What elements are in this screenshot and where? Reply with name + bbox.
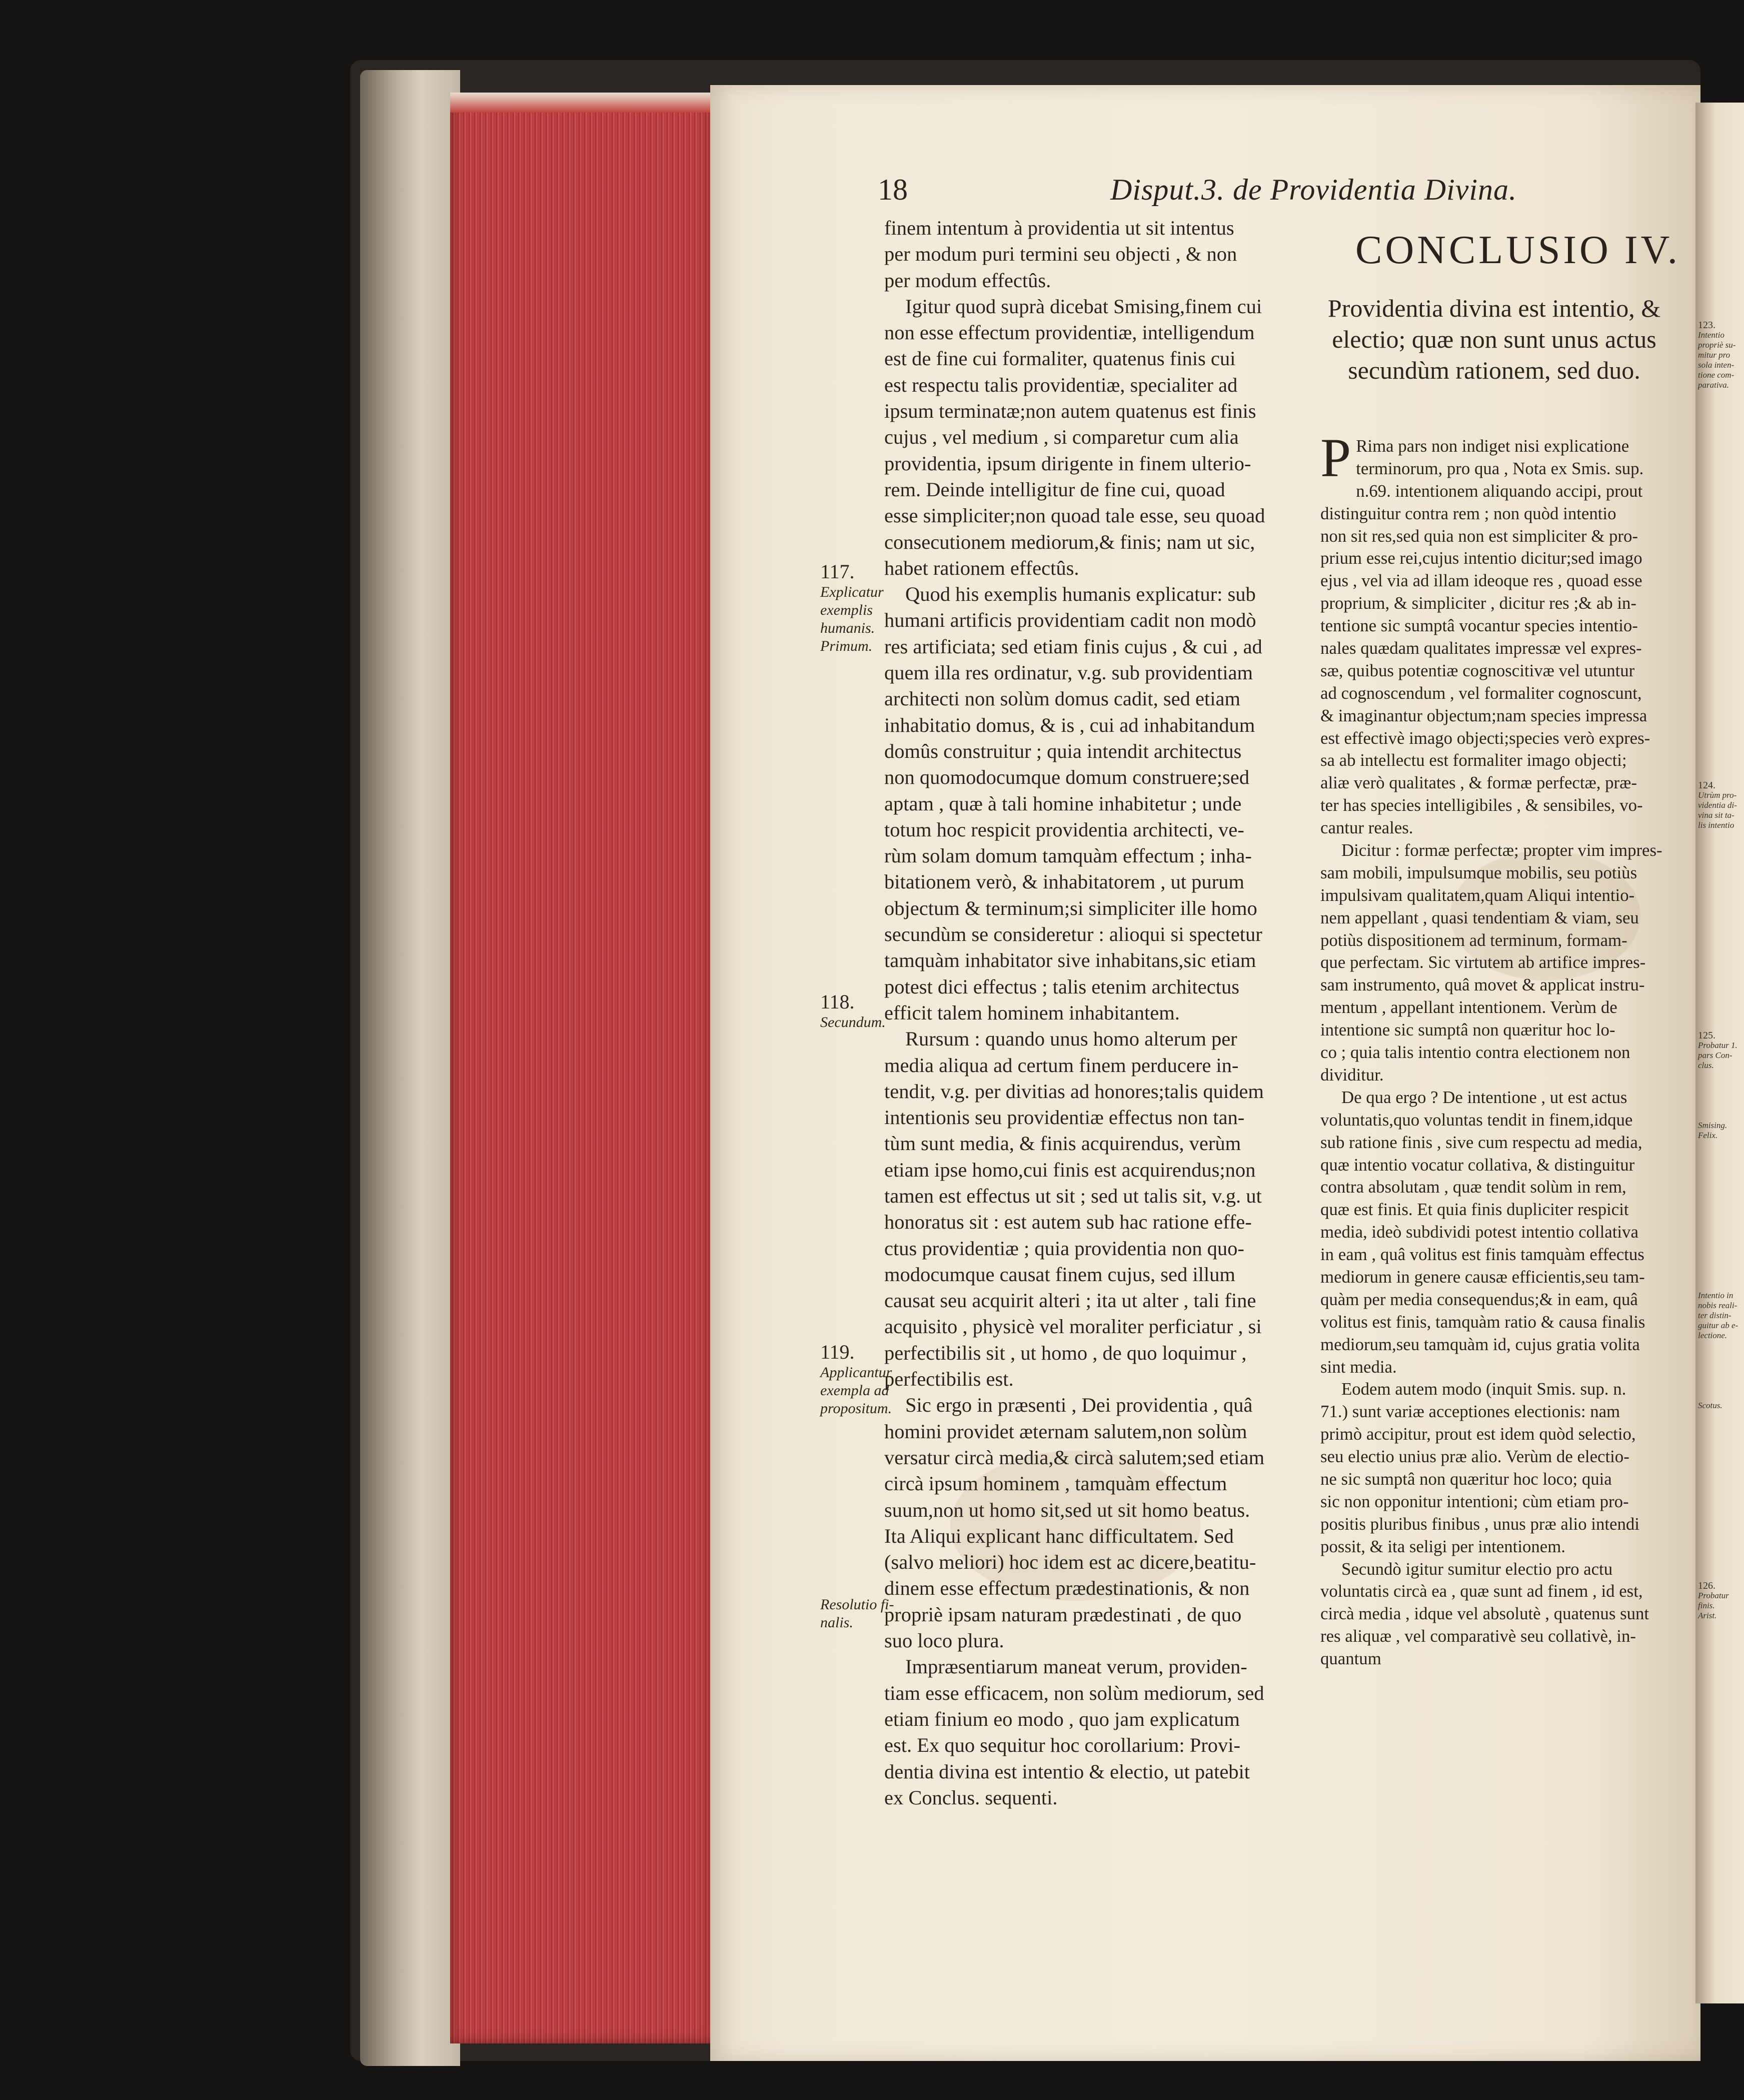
margin-note-line: pars Con- xyxy=(1698,1051,1732,1060)
margin-note-number: 118. xyxy=(820,990,855,1013)
text-line: non esse effectum providentiæ, intelligendum xyxy=(884,321,1255,344)
text-line: versatur circà media,& circà salutem;sed etiam xyxy=(884,1446,1265,1469)
running-header: Disput.3. de Providentia Divina. xyxy=(1110,173,1517,206)
margin-note-number: 117. xyxy=(820,560,855,583)
text-line: honoratus sit : est autem sub hac ratione effe- xyxy=(884,1211,1252,1234)
text-line: est. Ex quo sequitur hoc corollarium: Provi- xyxy=(884,1734,1240,1757)
text-line: quæ est finis. Et quia finis dupliciter respicit xyxy=(1320,1200,1629,1220)
margin-note-line: Probatur 1. xyxy=(1698,1040,1737,1050)
text-line: impulsivam qualitatem,quam Aliqui intentio- xyxy=(1320,885,1635,905)
text-line: Secundò igitur sumitur electio pro actu xyxy=(1341,1559,1613,1579)
text-line: esse simpliciter;non quoad tale esse, seu quoad xyxy=(884,504,1265,527)
margin-note-line: exemplis xyxy=(820,602,873,618)
margin-note-line: Resolutio fi- xyxy=(820,1596,894,1613)
margin-note-line: exempla ad xyxy=(820,1382,889,1399)
text-line: propriè ipsam naturam prædestinati , de quo xyxy=(884,1603,1242,1626)
margin-note-number: 126. xyxy=(1698,1580,1715,1591)
margin-note-line: Arist. xyxy=(1698,1611,1717,1620)
text-line: quem illa res ordinatur, v.g. sub providentiam xyxy=(884,661,1253,684)
text-line: aliæ verò qualitates , & formæ perfectæ, præ- xyxy=(1320,773,1637,793)
text-line: cujus , vel medium , si comparetur cum alia xyxy=(884,426,1239,449)
text-line: distinguitur contra rem ; non quòd intentio xyxy=(1320,503,1616,523)
text-line: primò accipitur, prout est idem quòd selectio, xyxy=(1320,1424,1636,1444)
text-line: intentionis seu providentiæ effectus non tan- xyxy=(884,1106,1245,1129)
text-line: non quomodocumque domum construere;sed xyxy=(884,766,1249,789)
text-line: ad cognoscendum , vel formaliter cognoscunt, xyxy=(1320,683,1642,703)
text-line: potiùs dispositionem ad terminum, formam- xyxy=(1320,930,1627,950)
text-line: secundùm se consideretur : alioqui si spectetur xyxy=(884,923,1262,946)
conclusion-proposition xyxy=(1318,293,1670,386)
margin-note-line: guitur ab e- xyxy=(1698,1321,1738,1330)
facing-margin-note xyxy=(1698,780,1737,830)
text-line: terminorum, pro qua , Nota ex Smis. sup. xyxy=(1356,458,1644,478)
text-line: ter has species intelligibiles , & sensibiles, vo- xyxy=(1320,795,1643,815)
text-line: nales quædam qualitates impressæ vel expres- xyxy=(1320,638,1642,658)
margin-note-number: 124. xyxy=(1698,780,1715,791)
margin-note xyxy=(820,1341,892,1418)
margin-note-line: ter distin- xyxy=(1698,1311,1731,1320)
text-line: ne sic sumptâ non quæritur hoc loco; quia xyxy=(1320,1469,1612,1489)
text-line: sic non opponitur intentioni; cùm etiam pro- xyxy=(1320,1491,1629,1511)
text-line: mediorum in genere causæ efficientis,seu tam- xyxy=(1320,1267,1645,1287)
margin-note-line: Utrùm pro- xyxy=(1698,790,1737,800)
text-line: non sit res,sed quia non est simpliciter & pro- xyxy=(1320,526,1638,546)
text-line: ctus providentiæ ; quia providentia non quo- xyxy=(884,1237,1244,1260)
text-line: sam instrumento, quâ movet & applicat instru- xyxy=(1320,975,1645,995)
text-line: est effectivè imago objecti;species verò expres- xyxy=(1320,728,1650,748)
text-line: sam mobili, impulsumque mobilis, seu potiùs xyxy=(1320,862,1637,882)
text-line: suo loco plura. xyxy=(884,1629,1004,1652)
text-line: etiam ipse homo,cui finis est acquirendus;non xyxy=(884,1158,1256,1181)
text-line: in eam , quâ volitus est finis tamquàm effectus xyxy=(1320,1245,1644,1265)
text-line: suum,non ut homo sit,sed ut sit homo beatus. xyxy=(884,1498,1250,1521)
text-line: circà ipsum hominem , tamquàm effectum xyxy=(884,1472,1227,1495)
text-line: humani artificis providentiam cadit non modò xyxy=(884,609,1256,632)
margin-note-line: nobis reali- xyxy=(1698,1301,1737,1310)
page-number: 18 xyxy=(878,173,908,206)
margin-note xyxy=(820,560,884,655)
text-line: prium esse rei,cujus intentio dicitur;sed imago xyxy=(1320,548,1642,568)
text-line: acquisito , physicè vel moraliter perficiatur , si xyxy=(884,1315,1262,1338)
text-line: inhabitatio domus, & is , cui ad inhabitandum xyxy=(884,713,1255,736)
margin-note-line: Explicatur xyxy=(820,584,884,600)
left-column-text xyxy=(884,215,1374,1811)
text-line: etiam finium eo modo , quo jam explicatum xyxy=(884,1707,1240,1730)
text-line: rùm solam domum tamquàm effectum ; inha- xyxy=(884,844,1252,867)
text-line: co ; quia talis intentio contra electionem non xyxy=(1320,1042,1630,1063)
facing-margin-note xyxy=(1698,1121,1727,1141)
margin-note-line: Felix. xyxy=(1698,1131,1718,1140)
text-line: causat seu acquirit alteri ; ita ut alter , tali fine xyxy=(884,1289,1256,1312)
text-line: aptam , quæ à tali homine inhabitetur ; unde xyxy=(884,792,1242,815)
text-line: perfectibilis sit , ut homo , de quo loquimur , xyxy=(884,1341,1247,1364)
text-line: finem intentum à providentia ut sit intentus xyxy=(884,217,1234,239)
margin-note-line: Intentio xyxy=(1698,330,1724,340)
text-line: per modum puri termini seu objecti , & non xyxy=(884,243,1237,266)
text-line: Impræsentiarum maneat verum, providen- xyxy=(905,1655,1247,1678)
text-line: positis pluribus finibus , unus præ alio intendi xyxy=(1320,1514,1639,1534)
text-line: nem appellant , quasi tendentiam & viam, seu xyxy=(1320,907,1639,927)
facing-margin-note xyxy=(1698,320,1735,390)
text-line: ejus , vel via ad illam ideoque res , quoad esse xyxy=(1320,571,1642,591)
text-line: cantur reales. xyxy=(1320,818,1413,838)
text-line: proprium, & simpliciter , dicitur res ;& ab in- xyxy=(1320,593,1637,613)
text-line: Providentia divina est intentio, & xyxy=(1327,294,1661,322)
text-line: 71.) sunt variæ acceptiones electionis: nam xyxy=(1320,1402,1620,1422)
text-line: n.69. intentionem aliquando accipi, prout xyxy=(1356,481,1643,501)
text-line: que perfectam. Sic virtutem ab artifice impres- xyxy=(1320,952,1646,972)
margin-note-number: 125. xyxy=(1698,1030,1715,1041)
text-line: sa ab intellectu est formaliter imago objecti; xyxy=(1320,750,1627,770)
text-line: est de fine cui formaliter, quatenus finis cui xyxy=(884,347,1236,370)
text-line: Rursum : quando unus homo alterum per xyxy=(905,1027,1237,1051)
text-line: media aliqua ad certum finem perducere in- xyxy=(884,1054,1239,1077)
text-line: perfectibilis est. xyxy=(884,1368,1014,1391)
text-line: media, ideò subdividi potest intentio collativa xyxy=(1320,1222,1638,1242)
margin-note-line: mitur pro xyxy=(1698,350,1730,360)
facing-margin-note xyxy=(1698,1401,1722,1411)
conclusion-title: CONCLUSIO IV. xyxy=(1355,228,1680,272)
text-line: Eodem autem modo (inquit Smis. sup. n. xyxy=(1341,1379,1626,1399)
text-line: bitationem verò, & inhabitatorem , ut purum xyxy=(884,870,1244,893)
text-line: intentione sic sumptâ non quæritur hoc lo- xyxy=(1320,1020,1615,1040)
margin-note-line: finis. xyxy=(1698,1601,1715,1610)
margin-note-line: Applicantur xyxy=(820,1364,892,1381)
page-edge-top xyxy=(450,93,720,113)
text-line: dentia divina est intentio & electio, ut patebit xyxy=(884,1760,1250,1783)
margin-note-line: sola inten- xyxy=(1698,360,1734,370)
text-line: objectum & terminum;si simpliciter ille homo xyxy=(884,896,1257,919)
text-line: tamquàm inhabitator sive inhabitans,sic etiam xyxy=(884,949,1256,972)
text-line: ipsum terminatæ;non autem quatenus est finis xyxy=(884,400,1256,423)
margin-note-line: Primum. xyxy=(820,638,873,654)
text-line: seu electio unius præ alio. Verùm de electio- xyxy=(1320,1447,1629,1467)
text-line: quantum xyxy=(1320,1649,1381,1669)
text-line: quàm per media consequendus;& in eam, quâ xyxy=(1320,1289,1638,1309)
text-line: res artificiata; sed etiam finis cujus , & cui , ad xyxy=(884,635,1262,658)
text-line: tùm sunt media, & finis acquirendus, verùm xyxy=(884,1132,1241,1155)
text-line: Rima pars non indiget nisi explicatione xyxy=(1356,436,1629,456)
margin-note-line: videntia di- xyxy=(1698,800,1737,810)
text-line: dividitur. xyxy=(1320,1065,1384,1085)
margin-note-line: humanis. xyxy=(820,620,875,636)
text-line: Dicitur : formæ perfectæ; propter vim impres- xyxy=(1341,840,1662,860)
margin-note-line: Secundum. xyxy=(820,1014,886,1030)
text-line: De qua ergo ? De intentione , ut est actus xyxy=(1341,1087,1627,1107)
margin-note xyxy=(820,990,886,1031)
text-line: tendit, v.g. per divitias ad honores;talis quidem xyxy=(884,1080,1264,1103)
book-binding xyxy=(360,70,460,2066)
text-line: sæ, quibus potentiæ cognoscitivæ vel utuntur xyxy=(1320,660,1635,680)
text-line: sint media. xyxy=(1320,1357,1397,1377)
margin-note-line: Intentio in xyxy=(1698,1291,1733,1300)
facing-margin-note xyxy=(1698,1581,1729,1621)
margin-note-line: lectione. xyxy=(1698,1331,1727,1340)
margin-note-line: parativa. xyxy=(1698,380,1729,390)
text-line: tentione sic sumptâ vocantur species intentio- xyxy=(1320,616,1638,636)
margin-note-line: nalis. xyxy=(820,1614,853,1631)
margin-note xyxy=(820,1596,894,1632)
drop-cap-letter: P xyxy=(1320,427,1351,488)
margin-note-line: lis intentio xyxy=(1698,820,1734,830)
text-line: modocumque causat finem cujus, sed illum xyxy=(884,1263,1235,1286)
text-line: totum hoc respicit providentia architecti, ve- xyxy=(884,818,1244,841)
text-line: rem. Deinde intelligitur de fine cui, quoad xyxy=(884,478,1225,501)
text-line: sub ratione finis , sive cum respectu ad media, xyxy=(1320,1132,1642,1152)
margin-note-line: Smising. xyxy=(1698,1121,1727,1130)
facing-margin-note xyxy=(1698,1291,1738,1341)
text-line: quæ intentio vocatur collativa, & distinguitur xyxy=(1320,1155,1635,1175)
text-line: res aliquæ , vel comparativè seu collativè, in- xyxy=(1320,1626,1636,1646)
text-line: Sic ergo in præsenti , Dei providentia , quâ xyxy=(905,1394,1253,1417)
text-line: voluntatis circà ea , quæ sunt ad finem , id est, xyxy=(1320,1581,1643,1601)
margin-note-line: Probatur xyxy=(1698,1591,1729,1600)
margin-note-line: propriè su- xyxy=(1698,340,1736,350)
text-line: Igitur quod suprà dicebat Smising,finem cui xyxy=(905,295,1262,318)
text-line: efficit talem hominem inhabitantem. xyxy=(884,1001,1180,1024)
margin-note-line: propositum. xyxy=(820,1400,892,1417)
text-line: architecti non solùm domus cadit, sed etiam xyxy=(884,687,1240,710)
margin-note-number: 123. xyxy=(1698,320,1715,331)
margin-note-line: Scotus. xyxy=(1698,1401,1722,1410)
text-line: est respectu talis providentiæ, specialiter ad xyxy=(884,373,1238,396)
text-line: domûs construitur ; quia intendit architectus xyxy=(884,739,1242,762)
text-line: Ita Aliqui explicant hanc difficultatem. Sed xyxy=(884,1524,1234,1547)
text-line: potest dici effectus ; talis etenim architectus xyxy=(884,975,1240,998)
text-line: homini providet æternam salutem,non solùm xyxy=(884,1420,1247,1443)
text-line: per modum effectûs. xyxy=(884,269,1051,292)
text-line: tiam esse efficacem, non solùm mediorum, sed xyxy=(884,1681,1264,1704)
margin-note-line: vina sit ta- xyxy=(1698,810,1734,820)
text-line: voluntatis,quo voluntas tendit in finem,idque xyxy=(1320,1110,1633,1130)
text-line: contra absolutam , quæ tendit solùm in rem, xyxy=(1320,1177,1626,1197)
text-line: consecutionem mediorum,& finis; nam ut sic, xyxy=(884,530,1255,553)
text-line: mediorum,seu tamquàm id, cujus gratia volita xyxy=(1320,1334,1640,1354)
text-line: habet rationem effectûs. xyxy=(884,556,1079,579)
text-line: possit, & ita seligi per intentionem. xyxy=(1320,1536,1565,1556)
text-line: circà media , idque vel absolutè , quatenus sunt xyxy=(1320,1604,1649,1624)
margin-note-number: 119. xyxy=(820,1341,855,1363)
text-line: providentia, ipsum dirigente in finem ulterio- xyxy=(884,452,1251,475)
text-line: & imaginantur objectum;nam species impressa xyxy=(1320,705,1647,725)
text-line: mentum , appellant intentionem. Verùm de xyxy=(1320,997,1617,1017)
margin-note-line: tione com- xyxy=(1698,370,1734,380)
facing-margin-note xyxy=(1698,1030,1737,1071)
text-line: electio; quæ non sunt unus actus xyxy=(1332,325,1656,353)
right-column-text xyxy=(1320,427,1673,1670)
text-line: dinem esse effectum prædestinationis, & non xyxy=(884,1577,1250,1600)
red-page-edges xyxy=(450,93,720,2043)
margin-note-line: clus. xyxy=(1698,1061,1714,1070)
text-line: secundùm rationem, sed duo. xyxy=(1348,356,1640,384)
text-line: (salvo meliori) hoc idem est ac dicere,beatitu- xyxy=(884,1551,1256,1574)
text-line: ex Conclus. sequenti. xyxy=(884,1786,1058,1809)
text-line: volitus est finis, tamquàm ratio & causa finalis xyxy=(1320,1312,1645,1332)
text-line: Quod his exemplis humanis explicatur: sub xyxy=(905,583,1256,606)
text-line: tamen est effectus ut sit ; sed ut talis sit, v.g. ut xyxy=(884,1184,1262,1207)
